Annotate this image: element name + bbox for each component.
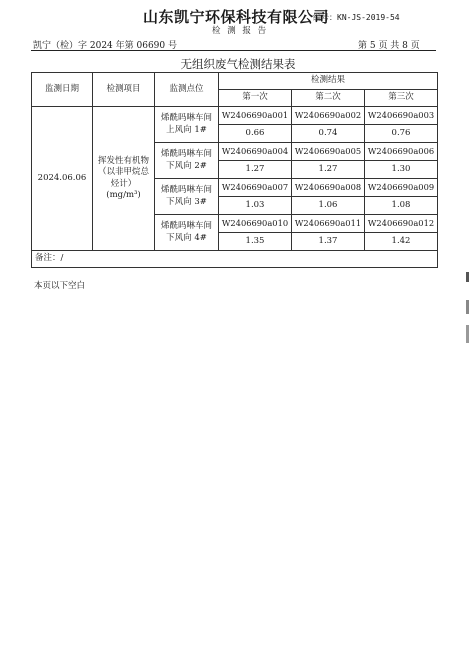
result-value: 1.03 — [219, 197, 292, 215]
result-value: 1.27 — [219, 161, 292, 179]
sample-code: W2406690a004 — [219, 143, 292, 161]
company-name: 山东凯宁环保科技有限公司 — [143, 8, 330, 26]
table-title: 无组织废气检测结果表 — [180, 57, 296, 71]
header-point: 监测点位 — [155, 73, 219, 107]
result-value: 0.76 — [365, 125, 438, 143]
header-third: 第三次 — [365, 90, 438, 107]
edge-mark — [466, 272, 469, 282]
header-divider — [31, 50, 436, 51]
header-first: 第一次 — [219, 90, 292, 107]
sample-code: W2406690a011 — [292, 215, 365, 233]
edge-mark — [466, 300, 469, 314]
result-value: 0.66 — [219, 125, 292, 143]
sample-code: W2406690a009 — [365, 179, 438, 197]
result-value: 1.42 — [365, 233, 438, 251]
result-value: 1.37 — [292, 233, 365, 251]
report-subtitle: 检 测 报 告 — [212, 26, 269, 36]
sample-code: W2406690a001 — [219, 107, 292, 125]
sample-code: W2406690a008 — [292, 179, 365, 197]
point-1: 烯酰吗啉车间上风向 1# — [155, 107, 219, 143]
edge-mark — [466, 325, 469, 343]
sample-code: W2406690a002 — [292, 107, 365, 125]
result-value: 1.08 — [365, 197, 438, 215]
result-value: 1.06 — [292, 197, 365, 215]
remark: 备注：/ — [32, 251, 438, 268]
header-date: 监测日期 — [32, 73, 93, 107]
header-second: 第二次 — [292, 90, 365, 107]
results-table — [31, 72, 438, 268]
result-value: 1.30 — [365, 161, 438, 179]
report-number: 凯宁（检）字 2024 年第 06690 号 — [33, 41, 177, 51]
sample-code: W2406690a005 — [292, 143, 365, 161]
point-3: 烯酰吗啉车间下风向 3# — [155, 179, 219, 215]
header-item: 检测项目 — [93, 73, 155, 107]
sample-code: W2406690a003 — [365, 107, 438, 125]
result-value: 1.35 — [219, 233, 292, 251]
test-item: 挥发性有机物（以非甲烷总烃计）(mg/m³) — [93, 107, 155, 251]
point-2: 烯酰吗啉车间下风向 2# — [155, 143, 219, 179]
result-value: 1.27 — [292, 161, 365, 179]
document-code: 编号：KN-JS-2019-54 — [313, 13, 400, 22]
sample-code: W2406690a010 — [219, 215, 292, 233]
blank-note: 本页以下空白 — [34, 281, 86, 291]
point-4: 烯酰吗啉车间下风向 4# — [155, 215, 219, 251]
sample-code: W2406690a006 — [365, 143, 438, 161]
sample-code: W2406690a012 — [365, 215, 438, 233]
header-results: 检测结果 — [219, 73, 438, 90]
page-info: 第 5 页 共 8 页 — [358, 41, 420, 51]
sample-code: W2406690a007 — [219, 179, 292, 197]
monitoring-date: 2024.06.06 — [32, 107, 93, 251]
result-value: 0.74 — [292, 125, 365, 143]
